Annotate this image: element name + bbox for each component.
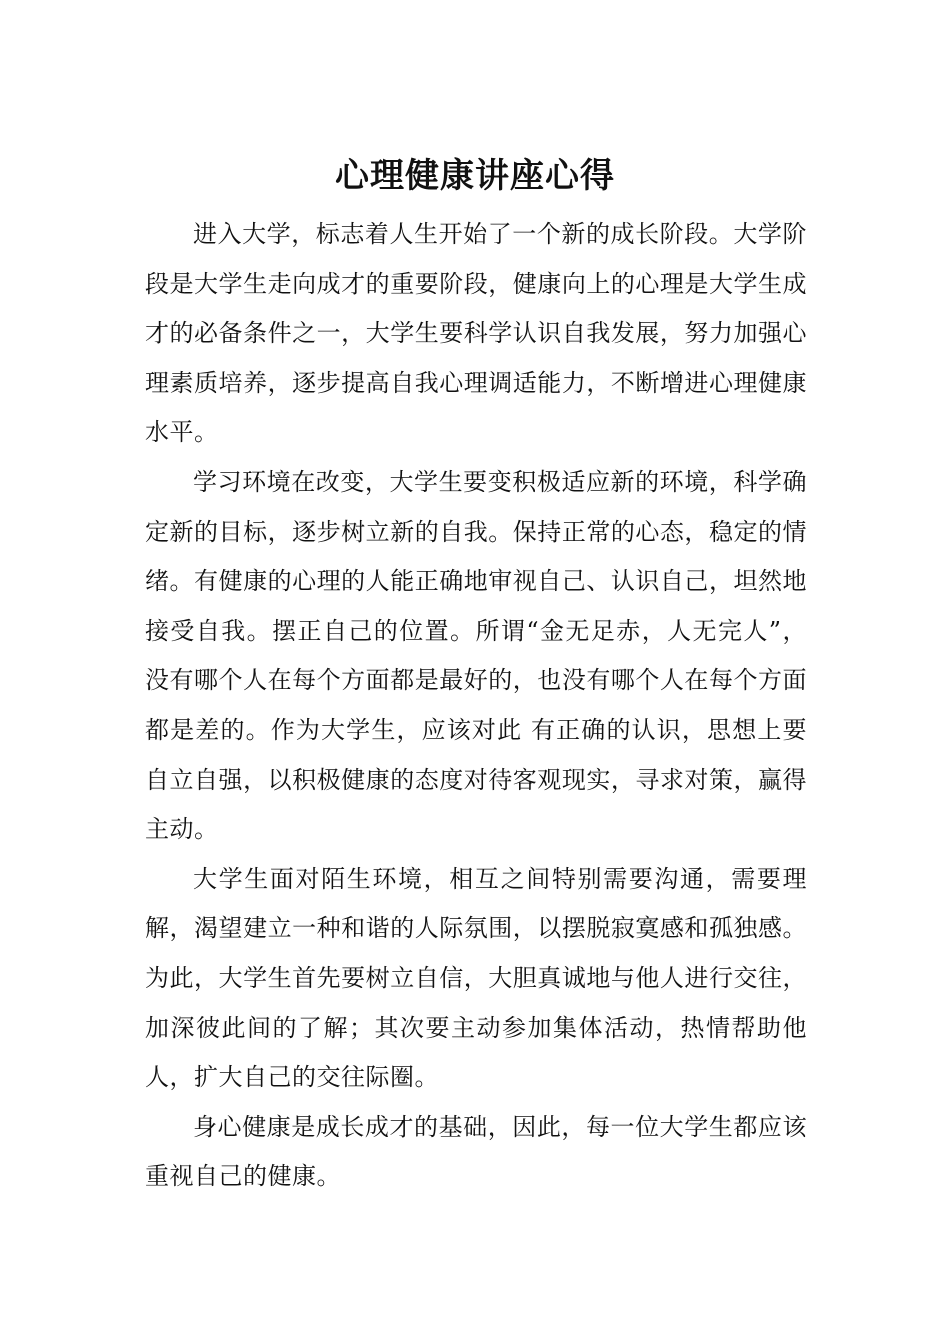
page-title: 心理健康讲座心得 — [335, 156, 615, 196]
paragraph-4: 身心健康是成长成才的基础，因此，每一位大学生都应该重视自己的健康。 — [145, 1112, 807, 1191]
paragraph-1: 进入大学，标志着人生开始了一个新的成长阶段。大学阶段是大学生走向成才的重要阶段，健康向上的心理是大学生成才的必备条件之一，大学生要科学认识自我发展，努力加强心理素质培养，逐步提高自我心理调适能力，不断增进心理健康水平。 — [145, 220, 807, 447]
paragraph-2: 学习环境在改变，大学生要变积极适应新的环境，科学确定新的目标，逐步树立新的自我。保持正常的心态，稳定的情绪。有健康的心理的人能正确地审视自己、认识自己，坦然地接受自我。摆正自己的位置。所谓“金无足赤，人无完人”，没有哪个人在每个方面都是最好的，也没有哪个人在每个方面都是差的。作为大学生，应该对此 有正确的认识，思想上要自立自强，以积极健康的态度对待客观现实，寻求对策，赢得主动。 — [145, 467, 807, 844]
paragraph-3: 大学生面对陌生环境，相互之间特别需要沟通，需要理解，渴望建立一种和谐的人际氛围，以摆脱寂寞感和孤独感。为此，大学生首先要树立自信，大胆真诚地与他人进行交往，加深彼此间的了解；其次要主动参加集体活动，热情帮助他人，扩大自己的交往际圈。 — [145, 864, 807, 1092]
document-body — [145, 210, 807, 1202]
